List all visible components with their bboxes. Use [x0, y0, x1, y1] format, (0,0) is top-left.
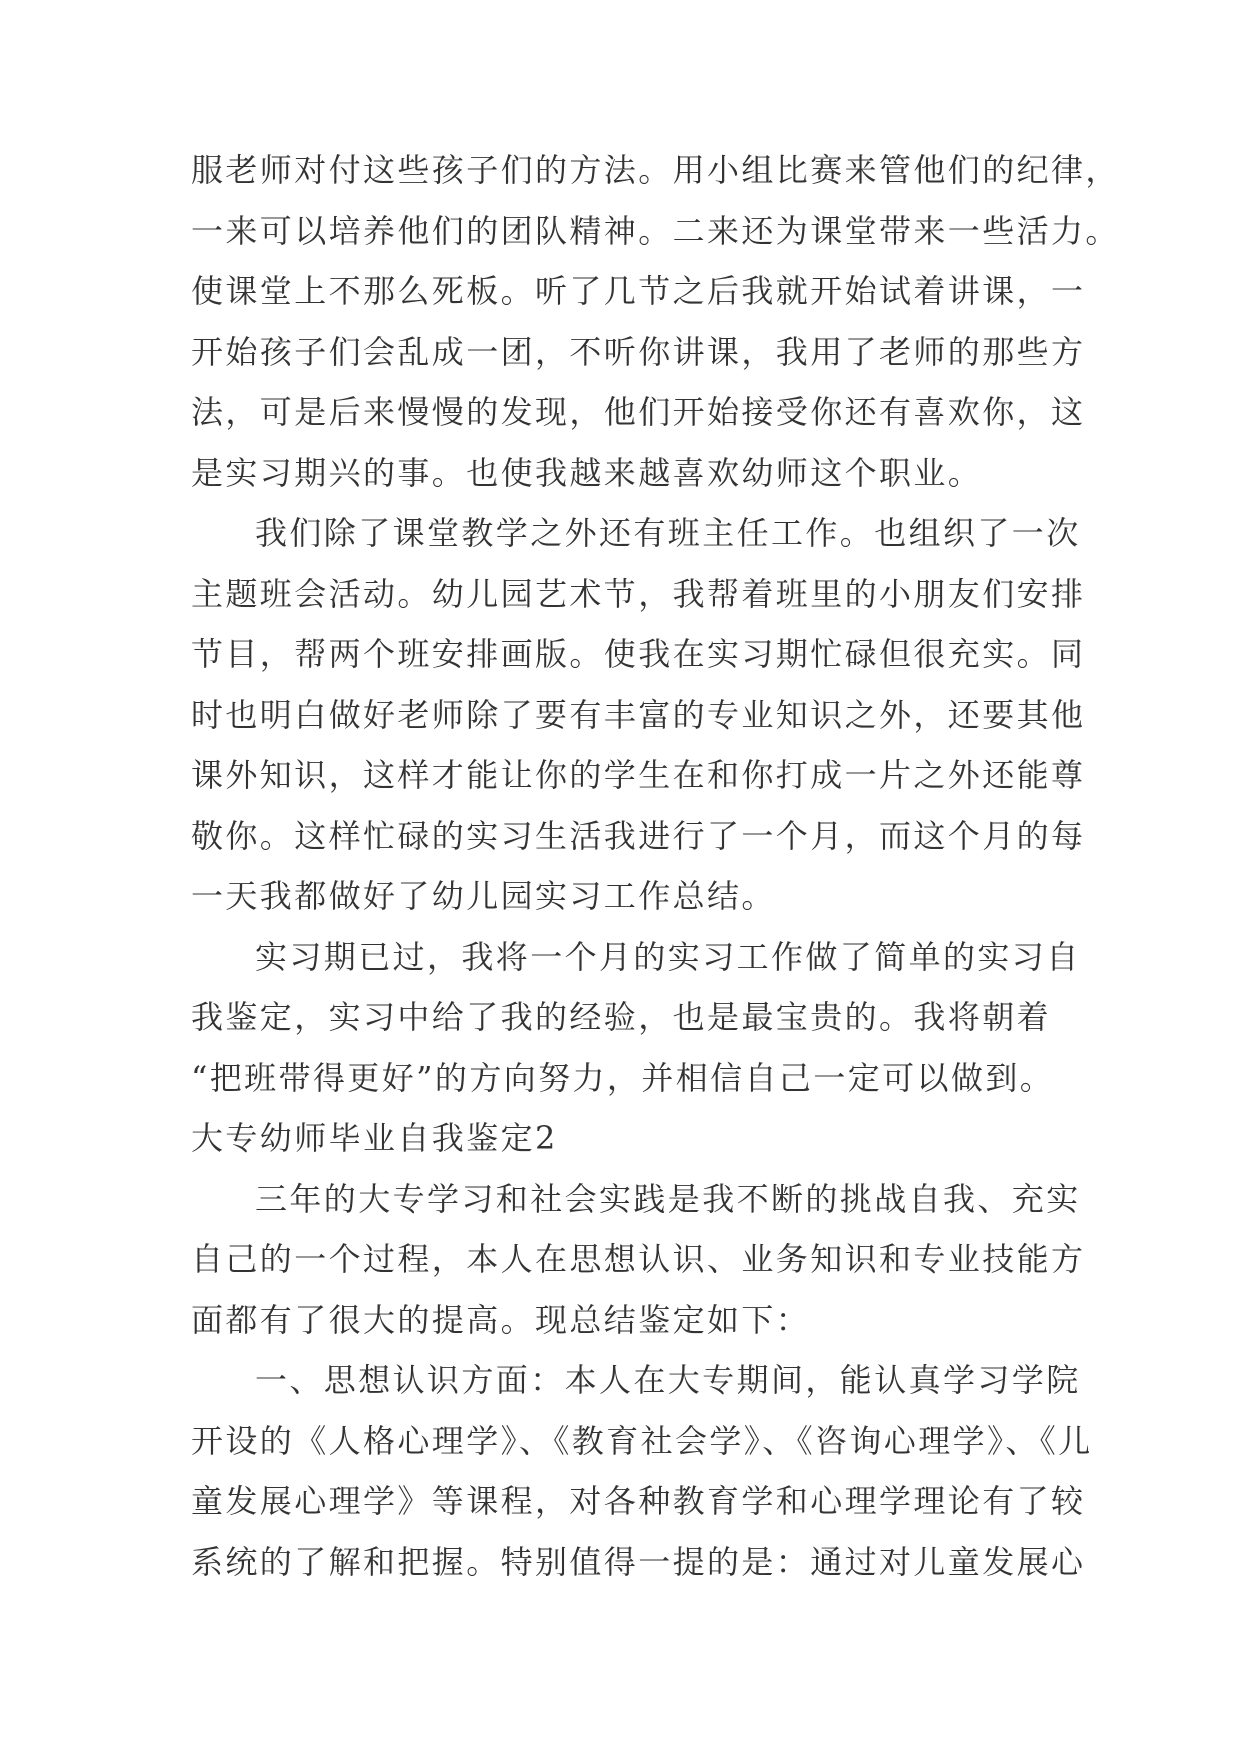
text-line: 自己的一个过程，本人在思想认识、业务知识和专业技能方 [191, 1240, 1086, 1278]
text-line: 三年的大专学习和社会实践是我不断的挑战自我、充实 [255, 1179, 1081, 1218]
text-line: 一、思想认识方面：本人在大专期间，能认真学习学院 [255, 1361, 1081, 1399]
text-line: 面都有了很大的提高。现总结鉴定如下： [191, 1300, 811, 1339]
text-line: 是实习期兴的事。也使我越来越喜欢幼师这个职业。 [191, 453, 983, 492]
text-line: 我们除了课堂教学之外还有班主任工作。也组织了一次 [255, 514, 1081, 552]
text-line: “把班带得更好”的方向努力，并相信自己一定可以做到。 [191, 1058, 1055, 1097]
text-line: 时也明白做好老师除了要有丰富的专业知识之外，还要其他 [191, 695, 1086, 734]
text-line: 敬你。这样忙碌的实习生活我进行了一个月，而这个月的每 [191, 816, 1086, 855]
text-line: 法，可是后来慢慢的发现，他们开始接受你还有喜欢你，这 [191, 393, 1086, 431]
text-line: 实习期已过，我将一个月的实习工作做了简单的实习自 [255, 937, 1081, 976]
text-line: 一天我都做好了幼儿园实习工作总结。 [191, 877, 776, 915]
text-line: 使课堂上不那么死板。听了几节之后我就开始试着讲课，一 [191, 272, 1086, 310]
document-body [191, 140, 1120, 1592]
text-line: 服老师对付这些孩子们的方法。用小组比赛来管他们的纪律， [191, 151, 1120, 189]
text-line: 课外知识，这样才能让你的学生在和你打成一片之外还能尊 [191, 756, 1086, 794]
text-line: 童发展心理学》等课程，对各种教育学和心理学理论有了较 [191, 1482, 1086, 1520]
text-line: 开设的《人格心理学》、《教育社会学》、《咨询心理学》、《儿 [191, 1421, 1093, 1460]
text-line: 节目，帮两个班安排画版。使我在实习期忙碌但很充实。同 [191, 635, 1086, 673]
text-line: 开始孩子们会乱成一团，不听你讲课，我用了老师的那些方 [191, 332, 1086, 371]
text-line: 主题班会活动。幼儿园艺术节，我帮着班里的小朋友们安排 [191, 574, 1086, 613]
text-line: 一来可以培养他们的团队精神。二来还为课堂带来一些活力。 [191, 211, 1120, 250]
text-line: 系统的了解和把握。特别值得一提的是：通过对儿童发展心 [191, 1542, 1086, 1581]
text-line: 我鉴定，实习中给了我的经验，也是最宝贵的。我将朝着 [191, 998, 1052, 1036]
text-line: 大专幼师毕业自我鉴定2 [191, 1119, 558, 1157]
